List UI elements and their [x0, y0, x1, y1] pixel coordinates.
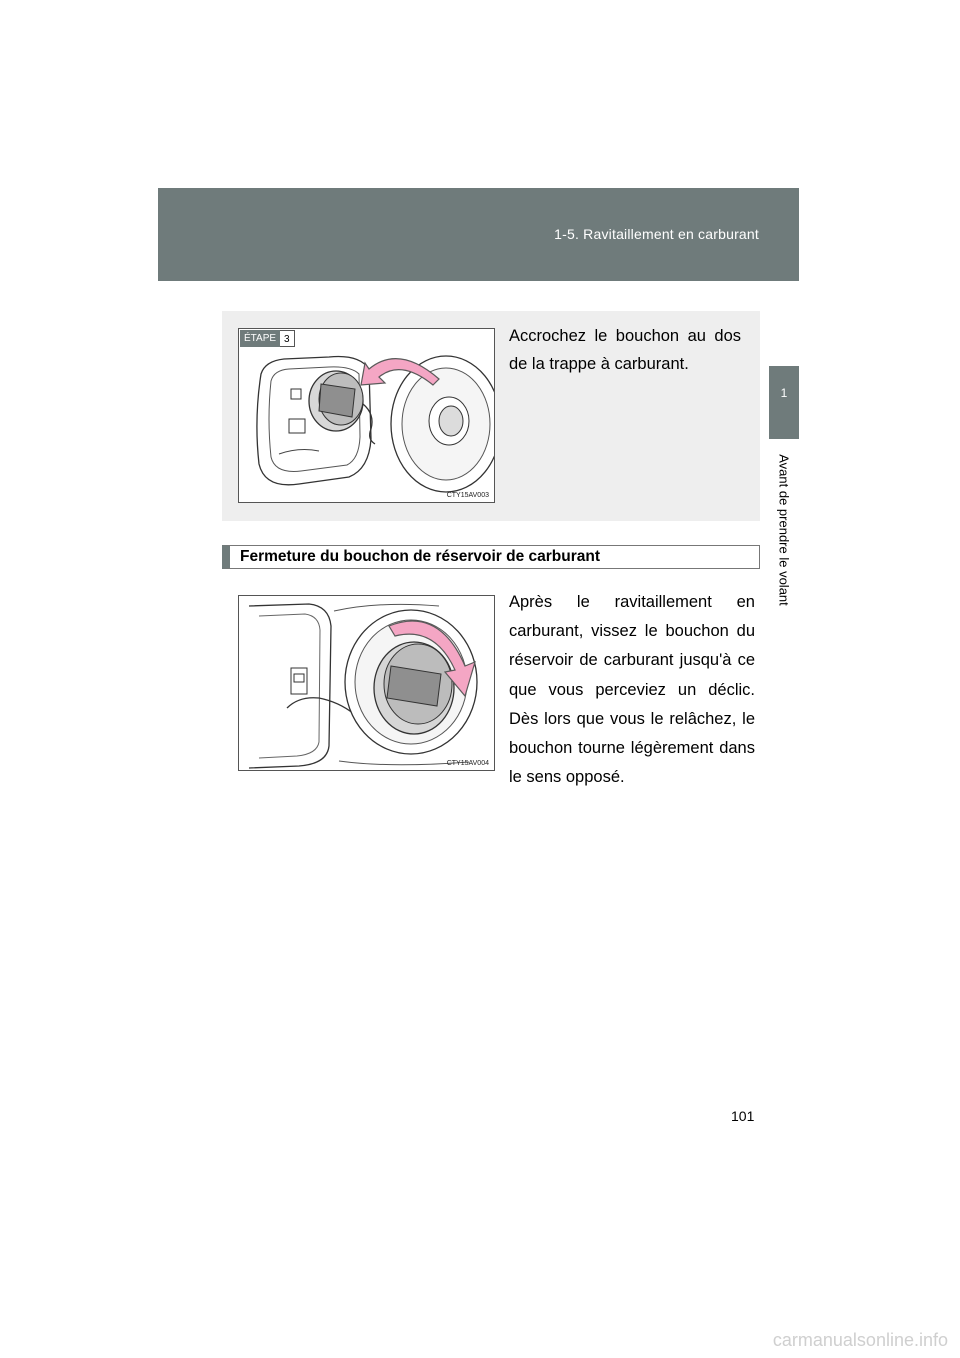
fuel-cap-closing-drawing: [239, 596, 494, 770]
step-badge-number: 3: [280, 330, 295, 347]
step-badge-word: ÉTAPE: [240, 330, 280, 347]
step-badge: [240, 330, 295, 347]
watermark: carmanualsonline.info: [772, 1330, 948, 1350]
chapter-label: Avant de prendre le volant: [776, 454, 792, 606]
figure-code: CTY15AV004: [446, 760, 489, 767]
section-heading: Fermeture du bouchon de réservoir de carburant: [222, 545, 760, 569]
fuel-cap-hook-illustration: [238, 328, 495, 503]
section-title: 1-5. Ravitaillement en carburant: [554, 226, 759, 242]
header-band: [158, 188, 799, 281]
figure-code: CTY15AV003: [446, 492, 489, 499]
fuel-door-open-drawing: [239, 329, 494, 502]
chapter-number: 1: [780, 386, 788, 400]
section-body-text: Après le ravitaillement en carburant, vissez le bouchon du réservoir de carburant jusqu'à ce que vous perceviez un déclic. Dès lors que vous le relâchez, le bouchon tourne légèrement dans le sens opposé.: [509, 593, 755, 787]
chapter-tab: [769, 366, 799, 439]
page-number: 101: [731, 1108, 755, 1124]
fuel-cap-closing-illustration: [238, 595, 495, 771]
step-instruction: Accrochez le bouchon au dos de la trappe à carburant.: [509, 327, 741, 373]
